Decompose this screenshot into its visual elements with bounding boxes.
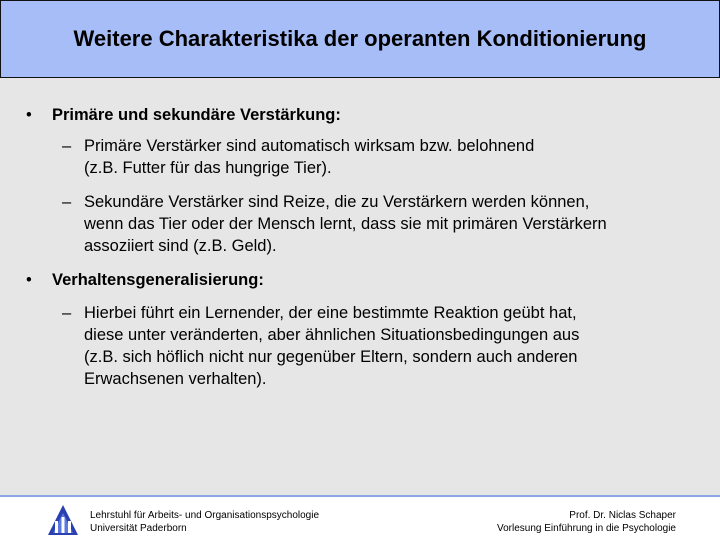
university-logo-icon bbox=[46, 503, 80, 537]
slide-content bbox=[0, 106, 720, 402]
sub-line: wenn das Tier oder der Mensch lernt, dass sie mit primären Verstärkern bbox=[84, 215, 607, 233]
sub-item bbox=[0, 135, 720, 179]
footer-university: Universität Paderborn bbox=[90, 523, 187, 534]
footer-chair: Lehrstuhl für Arbeits- und Organisationspsychologie bbox=[90, 510, 320, 521]
footer-professor: Prof. Dr. Niclas Schaper bbox=[569, 510, 676, 521]
slide-title: Weitere Charakteristika der operanten Konditionierung bbox=[73, 26, 647, 51]
sub-line: (z.B. sich höflich nicht nur gegenüber Eltern, sondern auch anderen bbox=[84, 348, 578, 366]
footer bbox=[0, 495, 720, 542]
bullet-item bbox=[0, 106, 720, 125]
sub-line: Primäre Verstärker sind automatisch wirksam bzw. belohnend bbox=[84, 137, 535, 155]
sub-marker: – bbox=[62, 304, 72, 322]
sub-line: Erwachsenen verhalten). bbox=[84, 370, 267, 388]
sub-item bbox=[0, 191, 720, 257]
sub-marker: – bbox=[62, 193, 72, 211]
sub-line: diese unter veränderten, aber ähnlichen Situationsbedingungen aus bbox=[84, 326, 580, 344]
sub-marker: – bbox=[62, 137, 72, 155]
sub-line: Sekundäre Verstärker sind Reize, die zu Verstärkern werden können, bbox=[84, 193, 590, 211]
footer-lecture-info bbox=[497, 509, 676, 535]
sub-line: (z.B. Futter für das hungrige Tier). bbox=[84, 159, 332, 177]
title-bar bbox=[0, 0, 720, 78]
footer-institution bbox=[90, 509, 319, 535]
sub-item bbox=[0, 302, 720, 390]
bullet-heading: Primäre und sekundäre Verstärkung: bbox=[52, 106, 341, 124]
bullet-marker: • bbox=[26, 106, 32, 124]
sub-line: assoziiert sind (z.B. Geld). bbox=[84, 237, 277, 255]
bullet-marker: • bbox=[26, 271, 32, 289]
bullet-heading: Verhaltensgeneralisierung: bbox=[52, 271, 264, 289]
bullet-item bbox=[0, 271, 720, 290]
footer-lecture: Vorlesung Einführung in die Psychologie bbox=[496, 523, 676, 534]
sub-line: Hierbei führt ein Lernender, der eine bestimmte Reaktion geübt hat, bbox=[84, 304, 577, 322]
